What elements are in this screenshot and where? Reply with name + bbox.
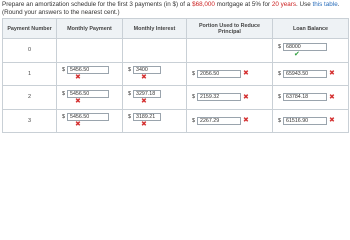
- currency-symbol: $: [192, 94, 195, 101]
- question-prompt: [2, 1, 348, 17]
- principal-portion-cell: [187, 109, 273, 133]
- incorrect-x-icon: ✖: [141, 74, 147, 82]
- monthly-payment-input[interactable]: 5456.50: [67, 113, 109, 121]
- loan-balance-cell: [273, 109, 349, 133]
- empty-cell: [123, 39, 187, 63]
- loan-balance-input[interactable]: 63784.18: [283, 93, 327, 101]
- incorrect-x-icon: ✖: [243, 117, 249, 125]
- monthly-payment-input[interactable]: 5456.50: [67, 90, 109, 98]
- principal-portion-input[interactable]: 2056.50: [197, 70, 241, 78]
- monthly-interest-cell: [123, 86, 187, 110]
- incorrect-x-icon: ✖: [329, 93, 335, 101]
- incorrect-x-icon: ✖: [329, 117, 335, 125]
- prompt-text-4: . (Round your answers to the nearest cent.): [2, 1, 340, 16]
- empty-cell: [57, 39, 123, 63]
- loan-balance-input[interactable]: 65943.50: [283, 70, 327, 78]
- prompt-years: 20 years: [271, 1, 297, 8]
- correct-check-icon: ✔: [294, 50, 300, 58]
- monthly-payment-input[interactable]: 5456.50: [67, 66, 109, 74]
- table-row: [3, 62, 349, 86]
- monthly-interest-input[interactable]: 3297.18: [133, 90, 161, 98]
- incorrect-x-icon: ✖: [141, 121, 147, 129]
- principal-portion-input[interactable]: 2159.32: [197, 93, 241, 101]
- table-header-row: [3, 19, 349, 39]
- incorrect-x-icon: ✖: [243, 93, 249, 101]
- monthly-payment-cell: [57, 62, 123, 86]
- incorrect-x-icon: ✖: [243, 70, 249, 78]
- incorrect-x-icon: ✖: [75, 74, 81, 82]
- currency-symbol: $: [128, 67, 131, 74]
- loan-balance-cell: [273, 86, 349, 110]
- payment-number-cell: 3: [3, 109, 57, 133]
- header-loan-balance: Loan Balance: [273, 19, 349, 39]
- table-row: [3, 39, 349, 63]
- currency-symbol: $: [62, 90, 65, 97]
- loan-balance-input[interactable]: 61516.90: [283, 117, 327, 125]
- monthly-interest-input[interactable]: 3189.21: [133, 113, 161, 121]
- header-principal-portion: Portion Used to Reduce Principal: [187, 19, 273, 39]
- loan-balance-cell: [273, 62, 349, 86]
- loan-balance-input[interactable]: 68000: [283, 43, 327, 51]
- monthly-interest-cell: [123, 62, 187, 86]
- payment-number-cell: 2: [3, 86, 57, 110]
- prompt-text-1: Prepare an amortization schedule for the first 3 payments (in $) of a: [2, 1, 191, 8]
- amortization-table: [2, 18, 349, 133]
- principal-portion-cell: [187, 86, 273, 110]
- incorrect-x-icon: ✖: [75, 121, 81, 129]
- currency-symbol: $: [62, 114, 65, 121]
- principal-portion-input[interactable]: 2267.29: [197, 117, 241, 125]
- currency-symbol: $: [62, 67, 65, 74]
- currency-symbol: $: [128, 114, 131, 121]
- currency-symbol: $: [278, 70, 281, 77]
- monthly-payment-cell: [57, 109, 123, 133]
- currency-symbol: $: [192, 70, 195, 77]
- monthly-interest-input[interactable]: 3400: [133, 66, 161, 74]
- table-link[interactable]: this table: [312, 1, 338, 8]
- currency-symbol: $: [278, 94, 281, 101]
- currency-symbol: $: [192, 117, 195, 124]
- prompt-text-2: mortgage at 5% for: [216, 1, 271, 8]
- incorrect-x-icon: ✖: [75, 97, 81, 105]
- monthly-payment-cell: [57, 86, 123, 110]
- prompt-amount: $68,000: [192, 1, 215, 8]
- header-monthly-payment: Monthly Payment: [57, 19, 123, 39]
- principal-portion-cell: [187, 62, 273, 86]
- payment-number-cell: 1: [3, 62, 57, 86]
- loan-balance-cell: [273, 39, 349, 63]
- empty-cell: [187, 39, 273, 63]
- header-payment-number: Payment Number: [3, 19, 57, 39]
- currency-symbol: $: [278, 43, 281, 50]
- monthly-interest-cell: [123, 109, 187, 133]
- incorrect-x-icon: ✖: [141, 97, 147, 105]
- currency-symbol: $: [128, 90, 131, 97]
- prompt-text-3: . Use: [296, 1, 311, 8]
- incorrect-x-icon: ✖: [329, 70, 335, 78]
- table-row: [3, 86, 349, 110]
- payment-number-cell: 0: [3, 39, 57, 63]
- table-row: [3, 109, 349, 133]
- currency-symbol: $: [278, 117, 281, 124]
- header-monthly-interest: Monthly Interest: [123, 19, 187, 39]
